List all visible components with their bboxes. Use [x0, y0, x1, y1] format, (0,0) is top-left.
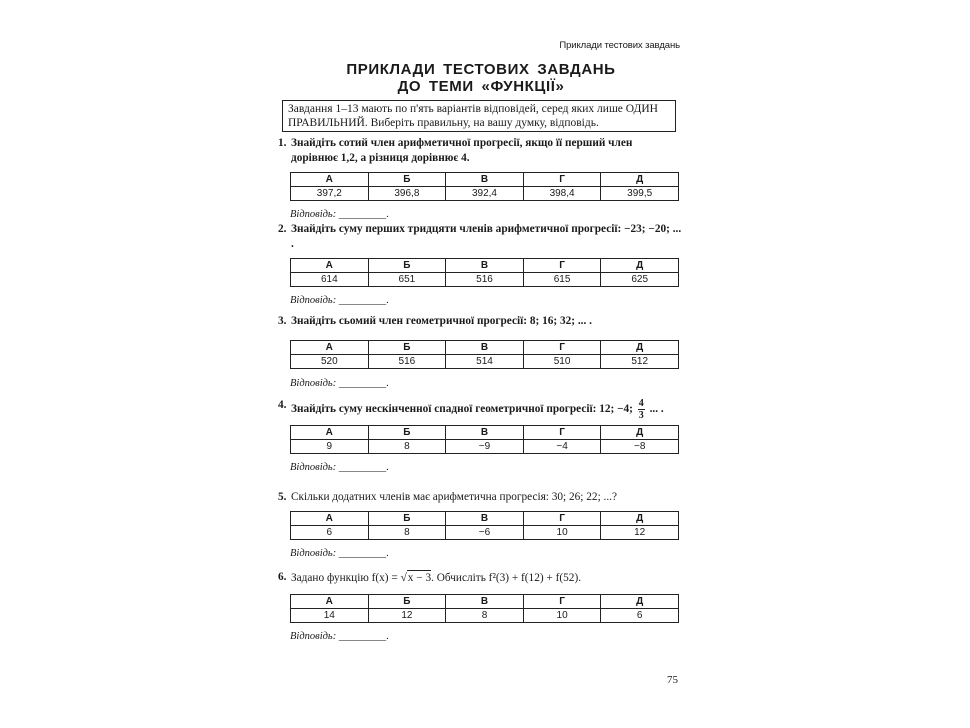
- task-question: [278, 570, 682, 586]
- task-number: 2.: [278, 223, 287, 235]
- answer-label: Відповідь:: [290, 462, 337, 473]
- task-2: [278, 222, 682, 306]
- answer-label: Відповідь:: [290, 295, 337, 306]
- answer-options-table: [290, 511, 679, 540]
- answer-options-table: [290, 340, 679, 369]
- answer-line: [290, 462, 682, 473]
- task-number: 6.: [278, 571, 287, 583]
- task-question: [278, 136, 682, 165]
- option-value: 510: [523, 354, 601, 368]
- answer-options-table: [290, 594, 679, 623]
- answer-blank[interactable]: _________.: [338, 377, 389, 389]
- option-value: 8: [368, 525, 446, 539]
- option-value: 10: [523, 525, 601, 539]
- option-value: 12: [601, 525, 679, 539]
- answer-line: [290, 631, 682, 642]
- answer-blank[interactable]: _________.: [338, 209, 389, 220]
- option-value: 396,8: [368, 187, 446, 201]
- option-letter: А: [291, 426, 369, 440]
- task-text: Знайдіть сьомий член геометричної прогресії: 8; 16; 32; ... .: [291, 315, 592, 327]
- option-letter: А: [291, 594, 369, 608]
- task-question: [278, 222, 682, 251]
- answer-line: [290, 548, 682, 559]
- option-letter: А: [291, 259, 369, 273]
- option-letter: В: [446, 426, 524, 440]
- answer-line: [290, 295, 682, 306]
- option-value: 6: [601, 608, 679, 622]
- option-letter: В: [446, 594, 524, 608]
- option-value: 516: [368, 354, 446, 368]
- option-letter: Г: [523, 594, 601, 608]
- option-value: 397,2: [291, 187, 369, 201]
- option-letter: Д: [601, 594, 679, 608]
- answer-label: Відповідь:: [290, 630, 337, 642]
- option-letter: Б: [368, 259, 446, 273]
- option-letter: Г: [523, 340, 601, 354]
- page-number: 75: [667, 674, 678, 686]
- option-letter: Б: [368, 426, 446, 440]
- option-letter: Б: [368, 511, 446, 525]
- option-letter: Д: [601, 340, 679, 354]
- answer-label: Відповідь:: [290, 209, 337, 220]
- page-title: [282, 61, 680, 95]
- task-5: [278, 490, 682, 559]
- option-value: −9: [446, 440, 524, 454]
- option-value: 12: [368, 608, 446, 622]
- task-question: [278, 314, 682, 329]
- title-line-1: ПРИКЛАДИ ТЕСТОВИХ ЗАВДАНЬ: [346, 61, 616, 78]
- option-value: 516: [446, 273, 524, 287]
- option-value: 8: [446, 608, 524, 622]
- option-letter: Г: [523, 259, 601, 273]
- option-value: 14: [291, 608, 369, 622]
- option-value: −6: [446, 525, 524, 539]
- option-letter: Д: [601, 511, 679, 525]
- option-value: 520: [291, 354, 369, 368]
- option-letter: Б: [368, 173, 446, 187]
- option-letter: А: [291, 340, 369, 354]
- option-value: 615: [523, 273, 601, 287]
- task-6: [278, 570, 682, 642]
- option-letter: В: [446, 173, 524, 187]
- option-value: −4: [523, 440, 601, 454]
- option-value: 392,4: [446, 187, 524, 201]
- answer-blank[interactable]: _________.: [338, 462, 389, 473]
- option-letter: А: [291, 511, 369, 525]
- task-number: 5.: [278, 491, 287, 503]
- answer-blank[interactable]: _________.: [338, 630, 389, 642]
- answer-options-table: [290, 258, 679, 287]
- option-letter: Д: [601, 173, 679, 187]
- task-text: Знайдіть сотий член арифметичної прогресії, якщо її перший член дорівнює 1,2, а різниця дорівнює 4.: [291, 137, 633, 164]
- option-letter: Б: [368, 340, 446, 354]
- answer-line: [290, 209, 682, 220]
- title-line-2: ДО ТЕМИ «ФУНКЦІЇ»: [397, 78, 565, 95]
- option-letter: Г: [523, 426, 601, 440]
- option-value: 398,4: [523, 187, 601, 201]
- task-question: [278, 490, 682, 505]
- option-value: 512: [601, 354, 679, 368]
- option-value: 651: [368, 273, 446, 287]
- option-value: 625: [601, 273, 679, 287]
- answer-blank[interactable]: _________.: [338, 547, 389, 559]
- task-1: [278, 136, 682, 220]
- option-value: 614: [291, 273, 369, 287]
- option-value: 6: [291, 525, 369, 539]
- task-3: [278, 314, 682, 389]
- option-letter: А: [291, 173, 369, 187]
- task-number: 3.: [278, 315, 287, 327]
- task-number: 4.: [278, 399, 287, 411]
- answer-options-table: [290, 172, 679, 201]
- answer-label: Відповідь:: [290, 377, 337, 389]
- running-header: Приклади тестових завдань: [559, 40, 680, 51]
- option-letter: Б: [368, 594, 446, 608]
- task-4: [278, 398, 682, 473]
- option-value: −8: [601, 440, 679, 454]
- task-text: Знайдіть суму перших тридцяти членів арифметичної прогресії: −23; −20; ... .: [291, 223, 682, 250]
- option-letter: Г: [523, 511, 601, 525]
- option-value: 514: [446, 354, 524, 368]
- answer-blank[interactable]: _________.: [338, 295, 389, 306]
- option-letter: В: [446, 259, 524, 273]
- answer-options-table: [290, 425, 679, 454]
- option-letter: Д: [601, 259, 679, 273]
- option-letter: В: [446, 340, 524, 354]
- answer-label: Відповідь:: [290, 547, 337, 559]
- option-letter: В: [446, 511, 524, 525]
- option-value: 8: [368, 440, 446, 454]
- task-text: Скільки додатних членів має арифметична прогресія: 30; 26; 22; ...?: [291, 491, 618, 503]
- instructions-box: Завдання 1–13 мають по п'ять варіантів відповідей, серед яких лише ОДИН ПРАВИЛЬНИЙ. Виберіть правильну, на вашу думку, відповідь.: [282, 100, 676, 132]
- option-letter: Г: [523, 173, 601, 187]
- task-question: [278, 398, 682, 421]
- option-value: 10: [523, 608, 601, 622]
- option-letter: Д: [601, 426, 679, 440]
- option-value: 9: [291, 440, 369, 454]
- task-text: Знайдіть суму нескінченної спадної геометричної прогресії: 12; −4; $\frac{4}{3}$ ... .: [291, 398, 664, 421]
- sqrt-expression: x − 3: [407, 572, 432, 584]
- answer-line: [290, 378, 682, 389]
- option-value: 399,5: [601, 187, 679, 201]
- task-text: Задано функцію f(x) = √x − 3. Обчисліть f²(3) + f(12) + f(52).: [291, 572, 582, 584]
- task-number: 1.: [278, 137, 287, 149]
- fraction: $\frac{4}{3}$: [638, 398, 644, 421]
